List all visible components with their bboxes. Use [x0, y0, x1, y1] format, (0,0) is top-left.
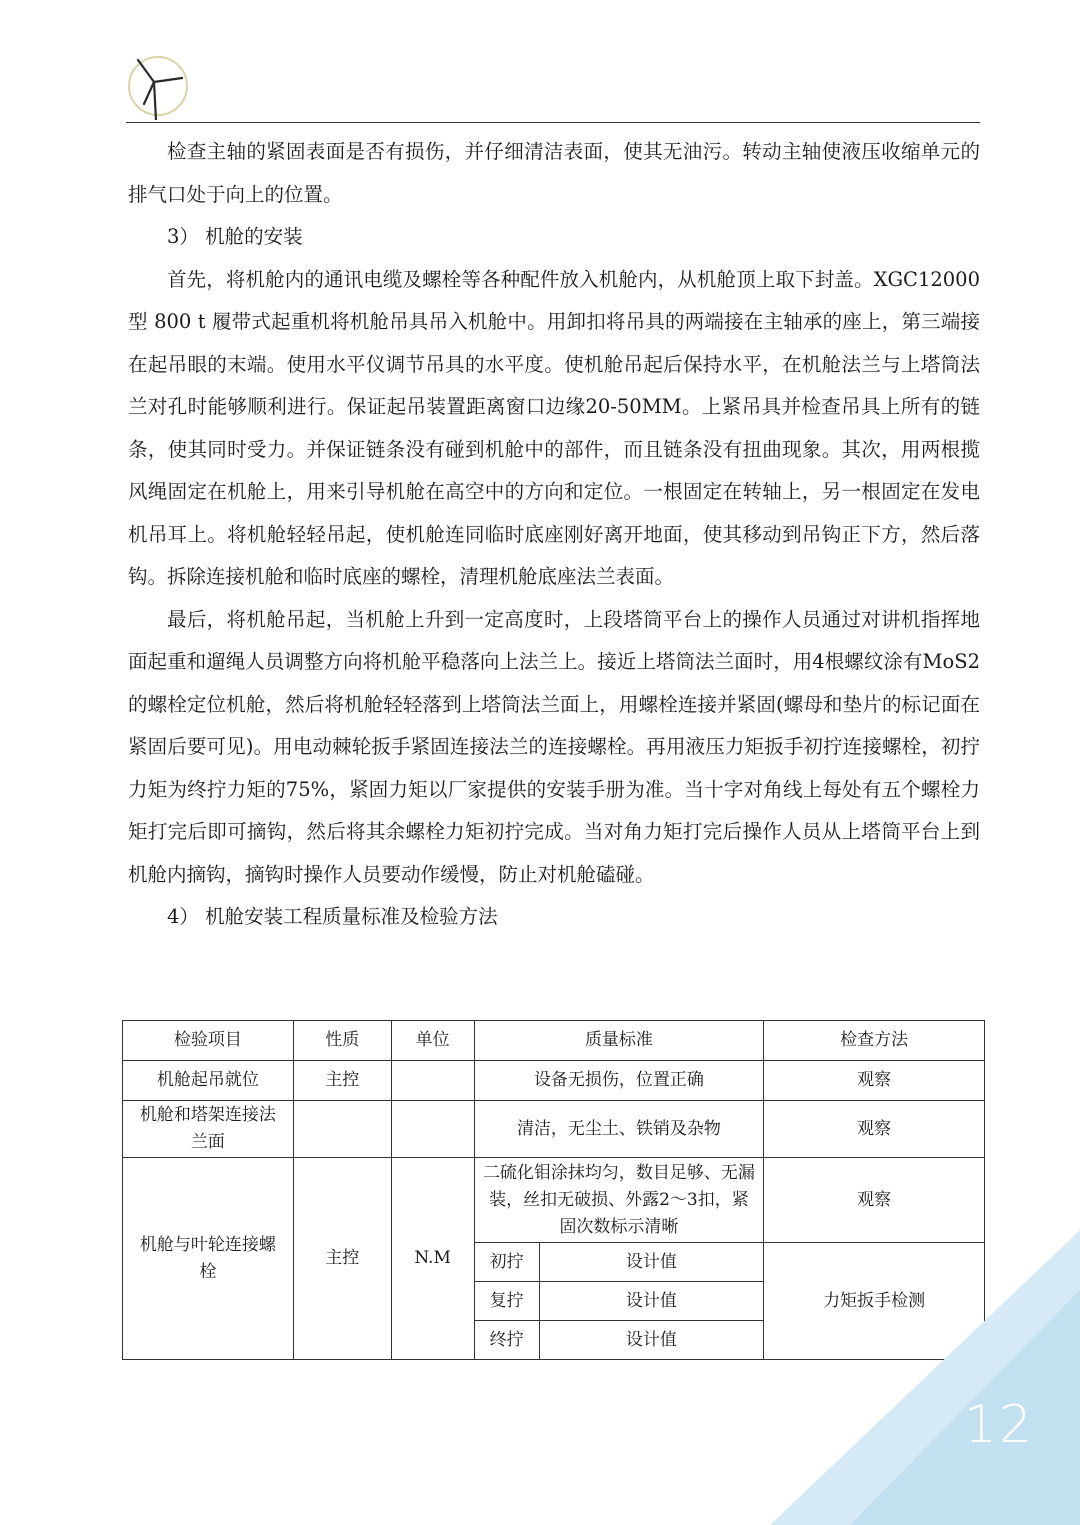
- header-rule: [126, 122, 980, 123]
- cell-nature: [293, 1101, 391, 1158]
- cell-nature: 主控: [293, 1158, 391, 1360]
- cell-method: 观察: [764, 1061, 985, 1101]
- cell-standard: 清洁，无尘土、铁销及杂物: [474, 1101, 764, 1158]
- sub-value: 设计值: [539, 1243, 764, 1282]
- section-heading-3: 3） 机舱的安装: [167, 225, 303, 248]
- table-header-row: [123, 1021, 985, 1061]
- header-unit: 单位: [391, 1021, 474, 1061]
- sub-label: 终拧: [474, 1321, 539, 1360]
- cell-item: 机舱与叶轮连接螺栓: [123, 1158, 294, 1360]
- header-standard: 质量标准: [474, 1021, 764, 1061]
- cell-item: 机舱起吊就位: [123, 1061, 294, 1101]
- sub-value: 设计值: [539, 1321, 764, 1360]
- cell-unit: [391, 1061, 474, 1101]
- cell-method: 观察: [764, 1101, 985, 1158]
- wind-turbine-logo-icon: [126, 52, 190, 120]
- header-nature: 性质: [293, 1021, 391, 1061]
- paragraph-nacelle-lifting: 首先，将机舱内的通讯电缆及螺栓等各种配件放入机舱内，从机舱顶上取下封盖。XGC12000型 800 t 履带式起重机将机舱吊具吊入机舱中。用卸扣将吊具的两端接在主轴承的座上，第三端接在起吊眼的末端。使用水平仪调节吊具的水平度。使机舱吊起后保持水平，在机舱法兰与上塔筒法兰对孔时能够顺利进行。保证起吊装置距离窗口边缘20-50MM。上紧吊具并检查吊具上所有的链条，使其同时受力。并保证链条没有碰到机舱中的部件，而且链条没有扭曲现象。其次，用两根揽风绳固定在机舱上，用来引导机舱在高空中的方向和定位。一根固定在转轴上，另一根固定在发电机吊耳上。将机舱轻轻吊起，使机舱连同临时底座刚好离开地面，使其移动到吊钩正下方，然后落钩。拆除连接机舱和临时底座的螺栓，清理机舱底座法兰表面。: [128, 267, 980, 588]
- cell-standard: 设备无损伤，位置正确: [474, 1061, 764, 1101]
- cell-unit: [391, 1101, 474, 1158]
- cell-item: 机舱和塔架连接法兰面: [123, 1101, 294, 1158]
- sub-label: 复拧: [474, 1282, 539, 1321]
- cell-nature: 主控: [293, 1061, 391, 1101]
- cell-unit: N.M: [391, 1158, 474, 1360]
- cell-method-torque: 力矩扳手检测: [764, 1243, 985, 1360]
- header-method: 检查方法: [764, 1021, 985, 1061]
- corner-decoration: [770, 1230, 1080, 1525]
- document-body: [128, 131, 980, 939]
- section-heading-4: 4） 机舱安装工程质量标准及检验方法: [167, 905, 498, 928]
- header-item: 检验项目: [123, 1021, 294, 1061]
- sub-value: 设计值: [539, 1282, 764, 1321]
- cell-method: 观察: [764, 1158, 985, 1243]
- table-row: [123, 1061, 985, 1101]
- page-number: 12: [963, 1395, 1034, 1455]
- paragraph-nacelle-installation: 最后，将机舱吊起，当机舱上升到一定高度时，上段塔筒平台上的操作人员通过对讲机指挥地面起重和遛绳人员调整方向将机舱平稳落向上法兰上。接近上塔筒法兰面时，用4根螺纹涂有MoS2的螺栓定位机舱，然后将机舱轻轻落到上塔筒法兰面上，用螺栓连接并紧固(螺母和垫片的标记面在紧固后要可见)。用电动棘轮扳手紧固连接法兰的连接螺栓。再用液压力矩扳手初拧连接螺栓，初拧力矩为终拧力矩的75%，紧固力矩以厂家提供的安装手册为准。当十字对角线上每处有五个螺栓力矩打完后即可摘钩，然后将其余螺栓力矩初拧完成。当对角力矩打完后操作人员从上塔筒平台上到机舱内摘钩，摘钩时操作人员要动作缓慢，防止对机舱磕碰。: [128, 607, 980, 886]
- table-row: [123, 1101, 985, 1158]
- sub-label: 初拧: [474, 1243, 539, 1282]
- cell-standard: 二硫化钼涂抹均匀，数目足够、无漏装，丝扣无破损、外露2～3扣，紧固次数标示清晰: [474, 1158, 764, 1243]
- paragraph-shaft-inspection: 检查主轴的紧固表面是否有损伤，并仔细清洁表面，使其无油污。转动主轴使液压收缩单元的排气口处于向上的位置。: [128, 140, 980, 206]
